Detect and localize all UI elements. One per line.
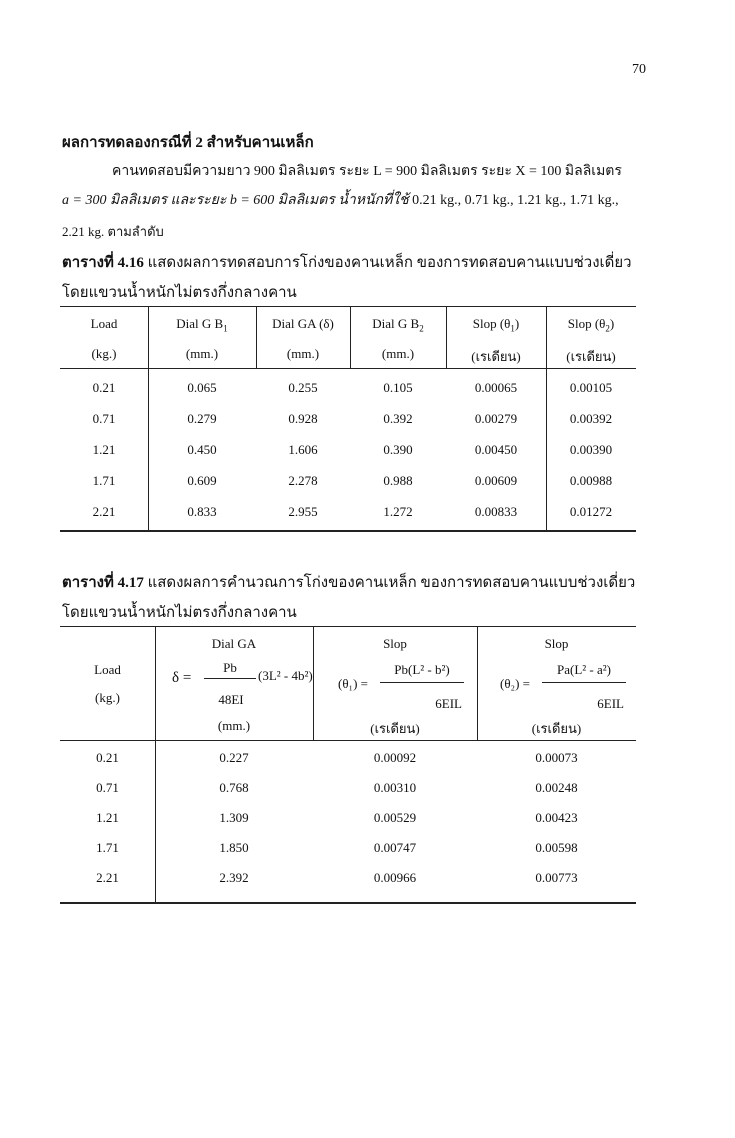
table1-cell: 0.00390 <box>569 442 613 457</box>
table2-cell: 2.392 <box>219 870 249 885</box>
table2-caption-text: แสดงผลการคำนวณการโก่งของคานเหล็ก ของการทดสอบคานแบบช่วงเดี่ยว <box>143 575 636 591</box>
table2-cell: 0.00423 <box>535 810 578 825</box>
table2-cell: 0.00248 <box>535 780 578 795</box>
table1-cell: 0.71 <box>92 411 116 426</box>
table2-slop2-fraction-bar <box>542 682 626 683</box>
table1-header-slop1-unit: (เรเดียน) <box>471 349 521 364</box>
table1-header-dial-ga: Dial GA (δ) <box>272 316 334 331</box>
table-4-16 <box>60 306 636 534</box>
table1-caption-number: ตารางที่ 4.16 <box>62 255 144 271</box>
table1-cell: 1.272 <box>383 504 413 519</box>
table2-caption <box>62 570 635 594</box>
table2-header-dial-title: Dial GA <box>211 636 257 651</box>
table1-header-slop2: Slop $(\theta_2)$ <box>567 316 615 334</box>
table2-cell: 0.00529 <box>373 810 417 825</box>
table1-cell: 0.00065 <box>474 380 518 395</box>
table1-caption <box>62 250 632 274</box>
table1-header-rule <box>60 368 636 369</box>
table1-cell: 0.00988 <box>569 473 613 488</box>
section-heading: ผลการทดลองกรณีที่ 2 สำหรับคานเหล็ก <box>62 135 314 151</box>
table2-header-slop2-unit: (เรเดียน) <box>531 721 582 736</box>
table2-caption-line2: โดยแขวนน้ำหนักไม่ตรงกึ่งกลางคาน <box>62 605 297 621</box>
table1-cell: 0.255 <box>288 380 318 395</box>
paragraph-line-3: 2.21 kg. ตามลำดับ <box>62 224 164 239</box>
table1-cell: 0.279 <box>187 411 217 426</box>
table2-header-slop1-unit: (เรเดียน) <box>370 721 420 736</box>
table2-cell: 1.21 <box>96 810 119 825</box>
table1-cell: 0.00105 <box>569 380 613 395</box>
table2-header-slop2-title: Slop <box>544 636 569 651</box>
table2-dial-denominator: 48EI <box>218 692 244 707</box>
table2-slop1-fraction-bar <box>380 682 464 683</box>
table2-cell: 0.227 <box>219 750 249 765</box>
table1-cell: 0.00833 <box>474 504 518 519</box>
table1-header-load-unit: (kg.) <box>91 346 117 361</box>
table2-slop2-numerator: Pa(L² - a²) <box>557 662 611 677</box>
table2-cell: 0.00966 <box>373 870 417 885</box>
table1-header-slop1: Slop $(\theta_1)$ <box>472 316 520 334</box>
table1-caption-text: แสดงผลการทดสอบการโก่งของคานเหล็ก ของการทดสอบคานแบบช่วงเดี่ยว <box>143 255 632 271</box>
table2-cell: 1.850 <box>219 840 249 855</box>
table2-header-slop1-title: Slop <box>383 636 407 651</box>
table1-cell: 0.392 <box>383 411 413 426</box>
table2-bottom-rule <box>60 902 636 904</box>
table1-header-load: Load <box>90 316 118 331</box>
table2-header-rule <box>60 740 636 741</box>
table2-cell: 0.21 <box>96 750 119 765</box>
table1-cell: 0.609 <box>187 473 217 488</box>
table1-header-dial-gb1-unit: (mm.) <box>185 346 219 361</box>
table1-cell: 0.00609 <box>474 473 518 488</box>
table2-slop1-numerator: Pb(L² - b²) <box>394 662 450 677</box>
table1-caption-line2: โดยแขวนน้ำหนักไม่ตรงกึ่งกลางคาน <box>62 285 297 301</box>
table2-slop2-lhs: (θ₂) = <box>500 676 530 691</box>
table2-cell: 0.71 <box>96 780 119 795</box>
table1-header-dial-gb2: Dial G $B_2$ <box>372 316 424 334</box>
table1-cell: 0.988 <box>383 473 413 488</box>
table1-cell: 0.21 <box>92 380 116 395</box>
table2-cell: 0.00310 <box>373 780 417 795</box>
table2-dial-lhs: δ = <box>172 670 192 686</box>
table2-header-load-unit: (kg.) <box>95 690 120 705</box>
table2-slop2-denominator: 6EIL <box>597 696 624 711</box>
table1-cell: 0.065 <box>187 380 217 395</box>
table1-cell: 2.278 <box>288 473 318 488</box>
table2-cell: 0.00747 <box>373 840 417 855</box>
table1-cell: 1.71 <box>92 473 116 488</box>
table2-cell: 0.00092 <box>373 750 417 765</box>
table1-cell: 0.833 <box>187 504 217 519</box>
table-4-17 <box>60 626 636 906</box>
table2-slop1-denominator: 6EIL <box>435 696 462 711</box>
table1-cell: 0.390 <box>383 442 413 457</box>
table1-cell: 0.00392 <box>569 411 613 426</box>
table1-cell: 0.928 <box>288 411 318 426</box>
table1-bottom-rule <box>60 530 636 532</box>
table2-top-rule <box>60 626 636 627</box>
paragraph-line-2-rest: 0.21 kg., 0.71 kg., 1.21 kg., 1.71 kg., <box>408 193 619 208</box>
table2-header-load: Load <box>94 662 121 677</box>
table1-cell: 0.00279 <box>474 411 518 426</box>
page-number: 70 <box>632 62 646 77</box>
table1-cell: 0.105 <box>383 380 413 395</box>
table1-header-dial-ga-unit: (mm.) <box>286 346 320 361</box>
table1-cell: 2.21 <box>92 504 116 519</box>
table1-top-rule <box>60 306 636 307</box>
table2-caption-number: ตารางที่ 4.17 <box>62 575 144 591</box>
paragraph-line-2-italic: a = 300 มิลลิเมตร และระยะ b = 600 มิลลิเมตร น้ำหนักที่ใช้ <box>62 193 409 208</box>
table1-cell: 0.00450 <box>474 442 518 457</box>
paragraph-line-2 <box>62 189 619 211</box>
table1-header-dial-gb1: Dial G $B_1$ <box>176 316 228 334</box>
table2-slop1-lhs: (θ₁) = <box>338 676 368 691</box>
table2-cell: 0.00773 <box>535 870 578 885</box>
table1-cell: 0.450 <box>187 442 217 457</box>
table2-cell: 1.309 <box>219 810 249 825</box>
table2-header-dial-unit: (mm.) <box>217 718 251 733</box>
table1-header-slop2-unit: (เรเดียน) <box>566 349 616 364</box>
table2-cell: 1.71 <box>96 840 119 855</box>
table2-cell: 0.00073 <box>535 750 578 765</box>
table2-cell: 0.768 <box>219 780 249 795</box>
table1-cell: 1.606 <box>288 442 318 457</box>
table1-cell: 2.955 <box>288 504 318 519</box>
table2-cell: 0.00598 <box>535 840 578 855</box>
table1-cell: 0.01272 <box>569 504 613 519</box>
table2-dial-fraction-bar <box>204 678 256 679</box>
paragraph-line-1: คานทดสอบมีความยาว 900 มิลลิเมตร ระยะ L = 900 มิลลิเมตร ระยะ X = 100 มิลลิเมตร <box>112 164 622 179</box>
table2-cell: 2.21 <box>96 870 119 885</box>
table2-dial-paren: (3L² - 4b²) <box>258 668 313 683</box>
table1-header-dial-gb2-unit: (mm.) <box>381 346 415 361</box>
table2-dial-numerator: Pb <box>223 660 237 675</box>
table1-cell: 1.21 <box>92 442 116 457</box>
